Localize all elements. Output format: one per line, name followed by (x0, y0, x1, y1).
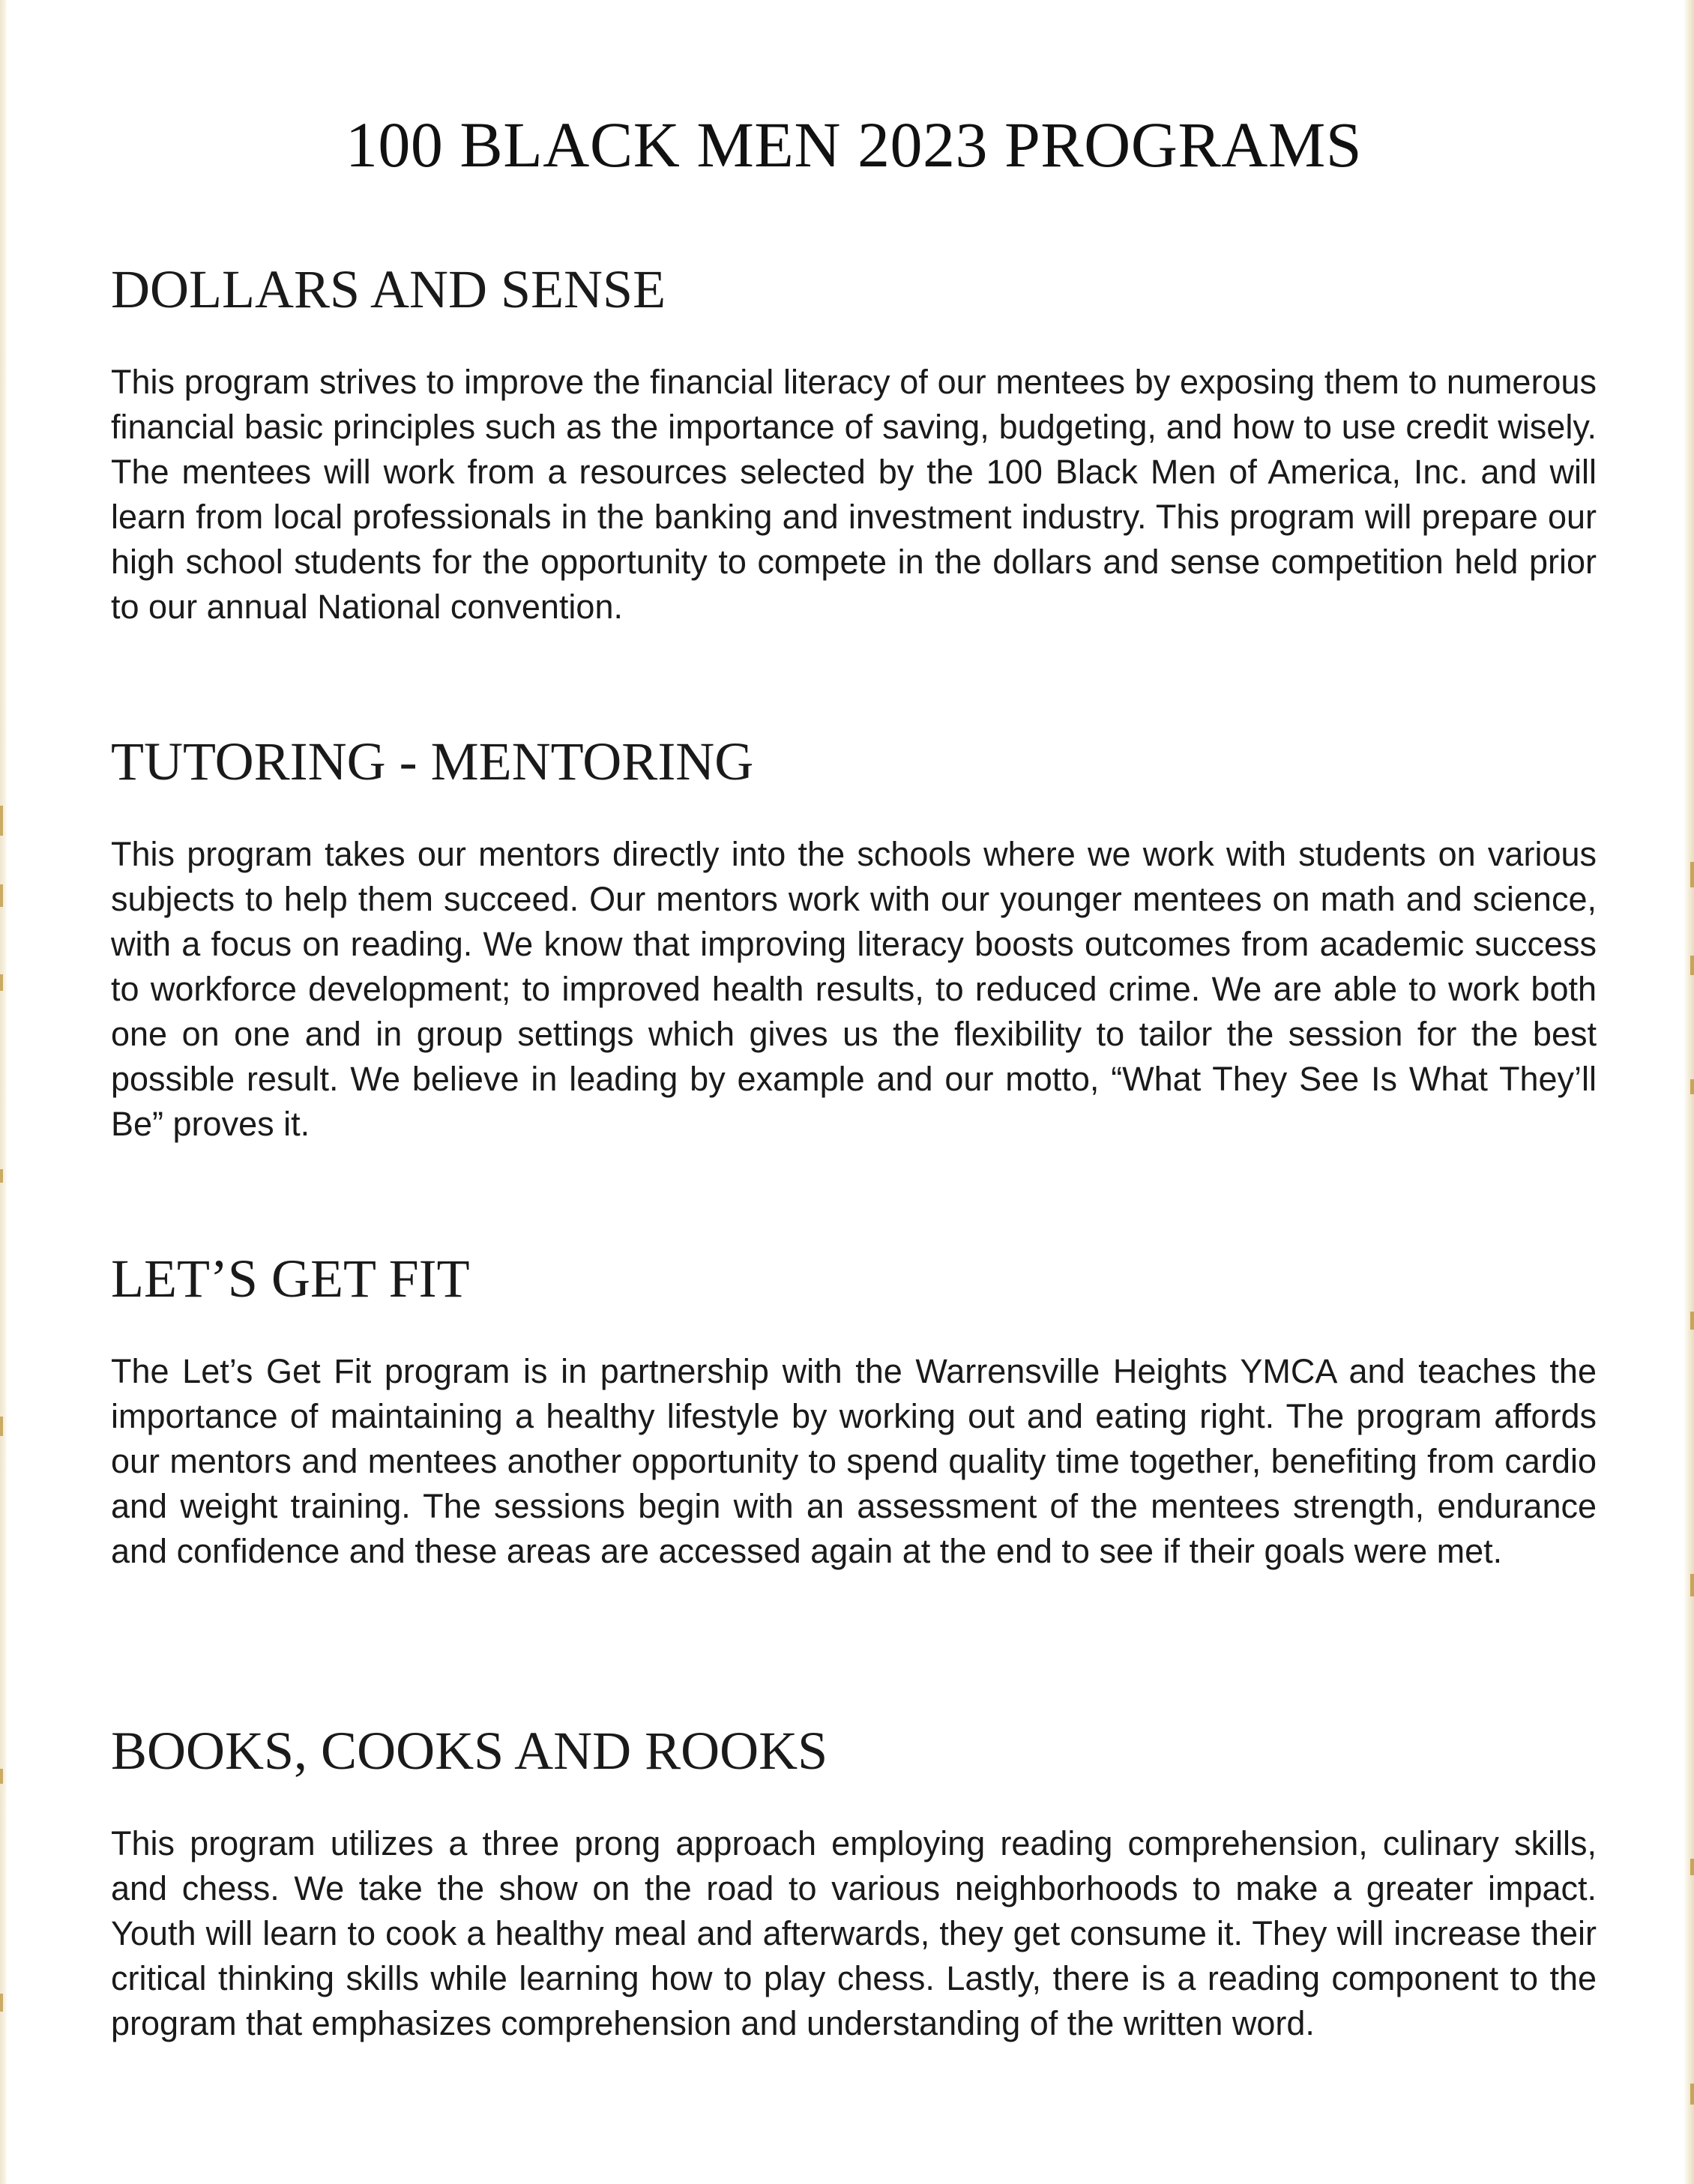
section-tutoring-mentoring (111, 731, 1597, 1143)
border-accent-mark (1690, 956, 1694, 975)
section-lets-get-fit (111, 1249, 1597, 1570)
border-accent-mark (1690, 1859, 1694, 1875)
section-dollars-and-sense (111, 259, 1597, 626)
border-accent-mark (0, 1169, 3, 1183)
section-body: This program utilizes a three prong approach employing reading comprehension, culinary skills, and chess. We take the show on the road to various neighborhoods to make a greater impact. Youth will learn to cook a healthy meal and afterwards, they get consume it. They will increase their critical thinking skills while learning how to play chess. Lastly, there is a reading component to the program that emphasizes comprehension and understanding of the written word. (111, 1824, 1597, 2042)
section-heading: TUTORING - MENTORING (111, 731, 754, 791)
section-heading: BOOKS, COOKS AND ROOKS (111, 1721, 828, 1781)
border-accent-mark (1690, 1079, 1694, 1094)
border-accent-mark (1690, 862, 1694, 887)
page-title: 100 BLACK MEN 2023 PROGRAMS (345, 109, 1363, 181)
section-books-cooks-rooks (111, 1721, 1597, 2042)
border-accent-mark (0, 974, 3, 991)
border-accent-mark (1690, 1312, 1694, 1330)
section-body: This program strives to improve the financial literacy of our mentees by exposing them to numerous financial basic principles such as the importance of saving, budgeting, and how to use credit wisely. The mentees will work from a resources selected by the 100 Black Men of America, Inc. and will learn from local professionals in the banking and investment industry. This program will prepare our high school students for the opportunity to compete in the dollars and sense competition held prior to our annual National convention. (111, 363, 1597, 626)
left-decorative-border (0, 0, 7, 2184)
right-decorative-border (1684, 0, 1694, 2184)
section-body: This program takes our mentors directly into the schools where we work with students on various subjects to help them succeed. Our mentors work with our younger mentees on math and science, with a focus on reading. We know that improving literacy boosts outcomes from academic success to workforce development; to improved health results, to reduced crime. We are able to work both one on one and in group settings which gives us the flexibility to tailor the session for the best possible result. We believe in leading by example and our motto, “What They See Is What They’ll Be” proves it. (111, 835, 1597, 1143)
border-accent-mark (1690, 1574, 1694, 1596)
section-heading: DOLLARS AND SENSE (111, 259, 666, 319)
border-accent-mark (0, 806, 3, 836)
section-heading: LET’S GET FIT (111, 1249, 470, 1309)
border-accent-mark (0, 884, 3, 907)
border-accent-mark (0, 1994, 3, 2012)
border-accent-mark (0, 1769, 3, 1784)
border-accent-mark (1690, 2084, 1694, 2105)
section-body: The Let’s Get Fit program is in partnership with the Warrensville Heights YMCA and teaches the importance of maintaining a healthy lifestyle by working out and eating right. The program affords our mentors and mentees another opportunity to spend quality time together, benefiting from cardio and weight training. The sessions begin with an assessment of the mentees strength, endurance and confidence and these areas are accessed again at the end to see if their goals were met. (111, 1352, 1597, 1570)
border-accent-mark (0, 1417, 3, 1436)
